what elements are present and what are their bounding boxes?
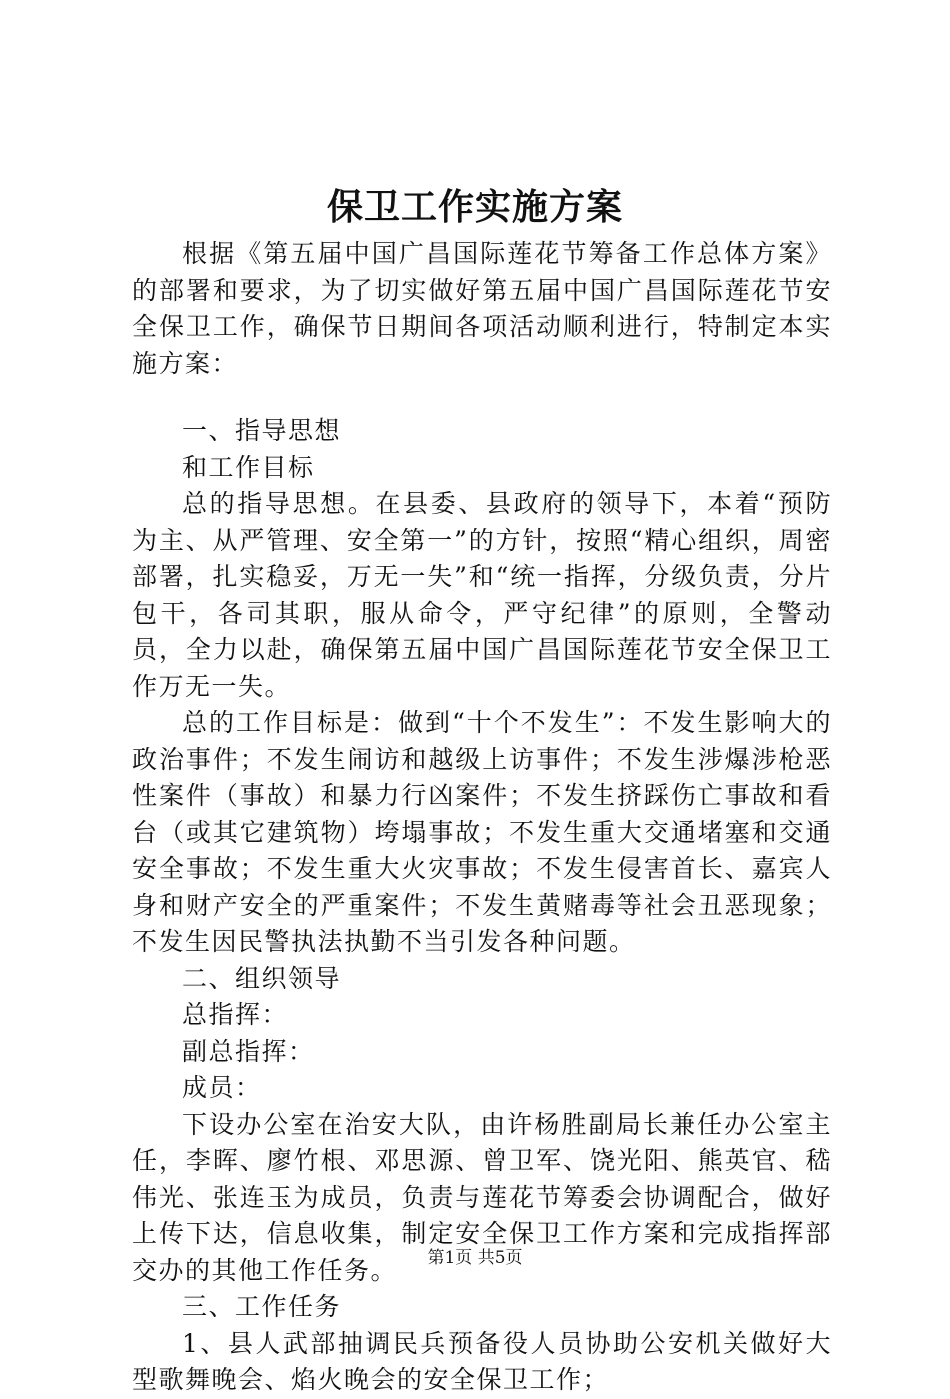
paragraph-spacer: [132, 382, 832, 413]
work-goals-paragraph: 总的工作目标是：做到“十个不发生”：不发生影响大的政治事件；不发生闹访和越级上访事件；不发生涉爆涉枪恶性案件（事故）和暴力行凶案件；不发生挤踩伤亡事故和看台（或其它建筑物）垮塌事故；不发生重大交通堵塞和交通安全事故；不发生重大火灾事故；不发生侵害首长、嘉宾人身和财产安全的严重案件；不发生黄赌毒等社会丑恶现象；不发生因民警执法执勤不当引发各种问题。: [132, 708, 832, 956]
guiding-ideology-paragraph: 总的指导思想。在县委、县政府的领导下，本着“预防为主、从严管理、安全第一”的方针，按照“精心组织，周密部署，扎实稳妥，万无一失”和“统一指挥，分级负责，分片包干，各司其职，服从命令，严守纪律”的原则，全警动员，全力以赴，确保第五届中国广昌国际莲花节安全保卫工作万无一失。: [132, 489, 832, 701]
intro-paragraph: 根据《第五届中国广昌国际莲花节筹备工作总体方案》的部署和要求，为了切实做好第五届中国广昌国际莲花节安全保卫工作，确保节日期间各项活动顺利进行，特制定本实施方案：: [132, 239, 832, 378]
deputy-commander-line: 副总指挥：: [182, 1036, 315, 1066]
section-heading-work-goals: 和工作目标: [182, 452, 315, 482]
commander-line: 总指挥：: [182, 1000, 289, 1029]
section-heading-guiding-ideology: 一、指导思想: [182, 416, 342, 445]
document-body: [132, 236, 832, 1399]
members-line: 成员：: [182, 1073, 262, 1102]
section-heading-organization: 二、组织领导: [182, 963, 342, 993]
task-item-1: 1、县人武部抽调民兵预备役人员协助公安机关做好大型歌舞晚会、焰火晚会的安全保卫工作；: [132, 1328, 832, 1394]
page-footer: 第1页 共5页: [427, 1248, 523, 1268]
section-heading-tasks: 三、工作任务: [182, 1292, 342, 1321]
document-title: 保卫工作实施方案: [326, 186, 623, 228]
office-paragraph: 下设办公室在治安大队，由许杨胜副局长兼任办公室主任，李晖、廖竹根、邓思源、曾卫军、饶光阳、熊英官、嵇伟光、张连玉为成员，负责与莲花节筹委会协调配合，做好上传下达，信息收集，制定安全保卫工作方案和完成指挥部交办的其他工作任务。: [132, 1109, 832, 1285]
